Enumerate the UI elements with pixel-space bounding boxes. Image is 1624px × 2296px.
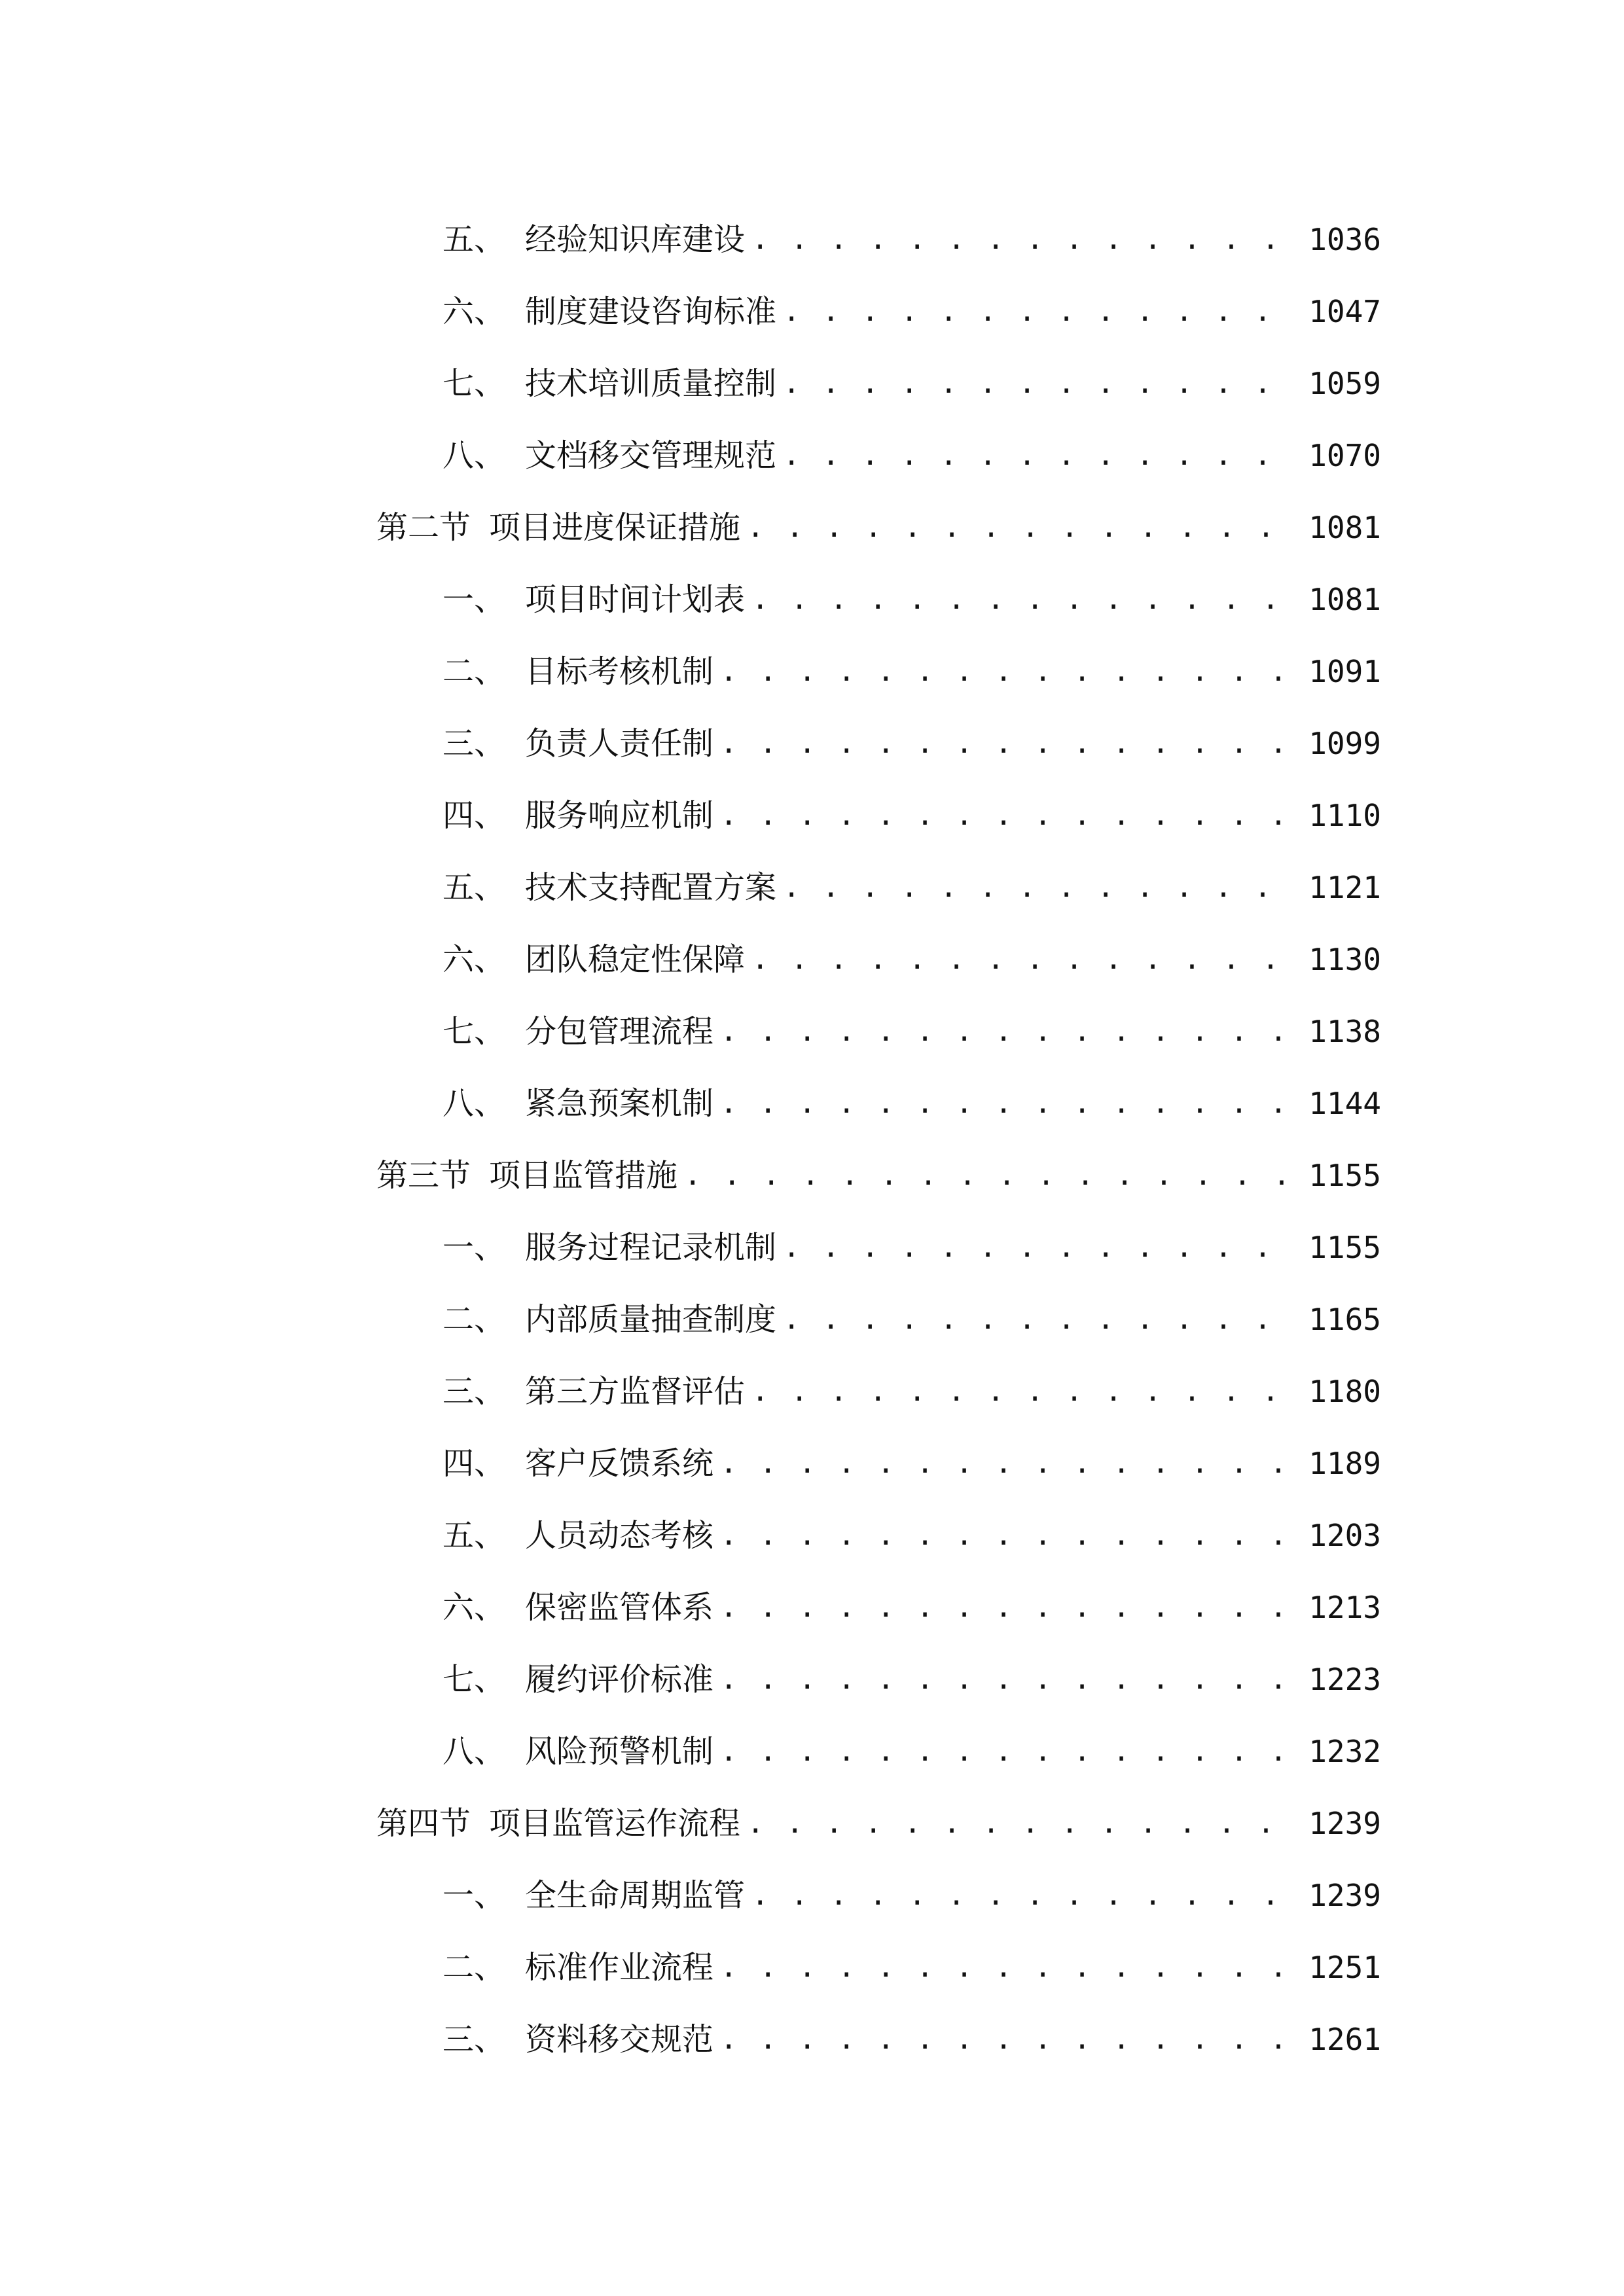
toc-page-number: 1099 [1308, 726, 1381, 761]
toc-item-number: 五、 [442, 869, 506, 906]
toc-page-number: 1213 [1308, 1590, 1381, 1625]
toc-dot-leader [720, 1444, 1297, 1483]
toc-item-number: 二、 [442, 653, 506, 690]
toc-dot-leader [720, 1948, 1297, 1987]
toc-dot-leader [720, 1084, 1297, 1123]
toc-item-number: 一、 [442, 1229, 506, 1266]
toc-item-entry[interactable] [0, 924, 1381, 996]
toc-item-number: 四、 [442, 1445, 506, 1482]
toc-item-entry[interactable] [0, 1283, 1381, 1355]
toc-item-number: 三、 [442, 2021, 506, 2058]
toc-item-number: 一、 [442, 1877, 506, 1914]
toc-page-number: 1110 [1308, 798, 1381, 833]
toc-page-number: 1144 [1308, 1086, 1381, 1121]
toc-item-entry[interactable] [0, 780, 1381, 852]
toc-item-entry[interactable] [0, 276, 1381, 348]
toc-item-number: 七、 [442, 365, 506, 402]
toc-dot-leader [751, 940, 1297, 979]
toc-page-number: 1155 [1308, 1158, 1381, 1193]
toc-item-entry[interactable] [0, 2003, 1381, 2075]
toc-dot-leader [751, 220, 1297, 259]
toc-item-entry[interactable] [0, 996, 1381, 1067]
toc-section-entry[interactable] [0, 1787, 1381, 1859]
toc-item-entry[interactable] [0, 564, 1381, 636]
toc-item-number: 二、 [442, 1301, 506, 1338]
toc-entry-title: 人员动态考核 [525, 1517, 714, 1554]
toc-entry-title: 项目监管运作流程 [489, 1805, 741, 1842]
toc-entry-title: 第三方监督评估 [525, 1373, 746, 1410]
toc-page-number: 1081 [1308, 510, 1381, 545]
toc-item-number: 五、 [442, 1517, 506, 1554]
toc-dot-leader [720, 1516, 1297, 1555]
toc-page-number: 1251 [1308, 1950, 1381, 1985]
toc-entry-title: 服务响应机制 [525, 797, 714, 834]
toc-item-entry[interactable] [0, 636, 1381, 708]
toc-dot-leader [747, 1804, 1297, 1843]
toc-item-number: 五、 [442, 221, 506, 258]
toc-dot-leader [783, 868, 1297, 907]
toc-entry-title: 项目时间计划表 [525, 581, 746, 618]
toc-item-entry[interactable] [0, 1931, 1381, 2003]
toc-dot-leader [720, 1732, 1297, 1771]
toc-item-entry[interactable] [0, 708, 1381, 780]
toc-item-number: 二、 [442, 1949, 506, 1986]
toc-item-number: 八、 [442, 1733, 506, 1770]
toc-page-number: 1261 [1308, 2022, 1381, 2057]
toc-item-entry[interactable] [0, 1355, 1381, 1427]
toc-dot-leader [751, 1372, 1297, 1411]
toc-entry-title: 分包管理流程 [525, 1013, 714, 1050]
toc-dot-leader [720, 796, 1297, 835]
toc-dot-leader [783, 292, 1297, 331]
toc-item-number: 一、 [442, 581, 506, 618]
toc-entry-title: 履约评价标准 [525, 1661, 714, 1698]
toc-page-number: 1070 [1308, 438, 1381, 473]
toc-page-number: 1081 [1308, 582, 1381, 617]
toc-entry-title: 资料移交规范 [525, 2021, 714, 2058]
toc-page-number: 1180 [1308, 1374, 1381, 1409]
toc-dot-leader [783, 436, 1297, 475]
toc-item-number: 六、 [442, 1589, 506, 1626]
toc-page-number: 1189 [1308, 1446, 1381, 1481]
toc-entry-title: 技术培训质量控制 [525, 365, 777, 402]
toc-item-number: 六、 [442, 293, 506, 330]
table-of-contents [0, 204, 1624, 2075]
toc-item-entry[interactable] [0, 1715, 1381, 1787]
toc-entry-title: 制度建设咨询标准 [525, 293, 777, 330]
toc-entry-title: 客户反馈系统 [525, 1445, 714, 1482]
toc-page-number: 1239 [1308, 1806, 1381, 1841]
toc-dot-leader [720, 652, 1297, 691]
toc-entry-title: 目标考核机制 [525, 653, 714, 690]
toc-section-number: 第三节 [376, 1157, 471, 1194]
toc-item-entry[interactable] [0, 1211, 1381, 1283]
toc-entry-title: 标准作业流程 [525, 1949, 714, 1986]
toc-page-number: 1047 [1308, 294, 1381, 329]
toc-page-number: 1121 [1308, 870, 1381, 905]
toc-entry-title: 团队稳定性保障 [525, 941, 746, 978]
toc-item-entry[interactable] [0, 204, 1381, 276]
toc-dot-leader [720, 1012, 1297, 1051]
toc-entry-title: 经验知识库建设 [525, 221, 746, 258]
toc-entry-title: 文档移交管理规范 [525, 437, 777, 474]
toc-entry-title: 项目监管措施 [489, 1157, 678, 1194]
toc-dot-leader [751, 580, 1297, 619]
toc-item-number: 八、 [442, 1085, 506, 1122]
toc-item-number: 三、 [442, 725, 506, 762]
toc-page-number: 1138 [1308, 1014, 1381, 1049]
toc-entry-title: 服务过程记录机制 [525, 1229, 777, 1266]
toc-item-entry[interactable] [0, 348, 1381, 420]
toc-dot-leader [783, 364, 1297, 403]
toc-item-entry[interactable] [0, 1067, 1381, 1139]
toc-entry-title: 项目进度保证措施 [489, 509, 741, 546]
toc-item-entry[interactable] [0, 420, 1381, 492]
toc-page-number: 1155 [1308, 1230, 1381, 1265]
toc-page-number: 1165 [1308, 1302, 1381, 1337]
toc-section-entry[interactable] [0, 492, 1381, 564]
toc-item-entry[interactable] [0, 1571, 1381, 1643]
toc-entry-title: 紧急预案机制 [525, 1085, 714, 1122]
toc-dot-leader [747, 508, 1297, 547]
toc-dot-leader [720, 1588, 1297, 1627]
toc-item-entry[interactable] [0, 1859, 1381, 1931]
toc-dot-leader [720, 2020, 1297, 2059]
toc-entry-title: 风险预警机制 [525, 1733, 714, 1770]
toc-entry-title: 技术支持配置方案 [525, 869, 777, 906]
toc-page-number: 1239 [1308, 1878, 1381, 1913]
toc-dot-leader [783, 1228, 1297, 1267]
toc-entry-title: 保密监管体系 [525, 1589, 714, 1626]
toc-dot-leader [751, 1876, 1297, 1915]
toc-item-entry[interactable] [0, 852, 1381, 924]
toc-item-number: 三、 [442, 1373, 506, 1410]
toc-page-number: 1036 [1308, 222, 1381, 257]
toc-section-entry[interactable] [0, 1139, 1381, 1211]
toc-section-number: 第二节 [376, 509, 471, 546]
toc-entry-title: 负责人责任制 [525, 725, 714, 762]
toc-item-number: 六、 [442, 941, 506, 978]
toc-dot-leader [720, 724, 1297, 763]
toc-page-number: 1091 [1308, 654, 1381, 689]
toc-item-entry[interactable] [0, 1427, 1381, 1499]
toc-page-number: 1130 [1308, 942, 1381, 977]
toc-entry-title: 内部质量抽查制度 [525, 1301, 777, 1338]
toc-dot-leader [783, 1300, 1297, 1339]
toc-item-number: 七、 [442, 1013, 506, 1050]
toc-dot-leader [684, 1156, 1297, 1195]
toc-page-number: 1203 [1308, 1518, 1381, 1553]
toc-item-entry[interactable] [0, 1499, 1381, 1571]
toc-item-number: 八、 [442, 437, 506, 474]
toc-section-number: 第四节 [376, 1805, 471, 1842]
toc-item-number: 七、 [442, 1661, 506, 1698]
toc-item-entry[interactable] [0, 1643, 1381, 1715]
toc-page-number: 1232 [1308, 1734, 1381, 1769]
toc-entry-title: 全生命周期监管 [525, 1877, 746, 1914]
toc-dot-leader [720, 1660, 1297, 1699]
toc-page-number: 1223 [1308, 1662, 1381, 1697]
toc-item-number: 四、 [442, 797, 506, 834]
toc-page-number: 1059 [1308, 366, 1381, 401]
